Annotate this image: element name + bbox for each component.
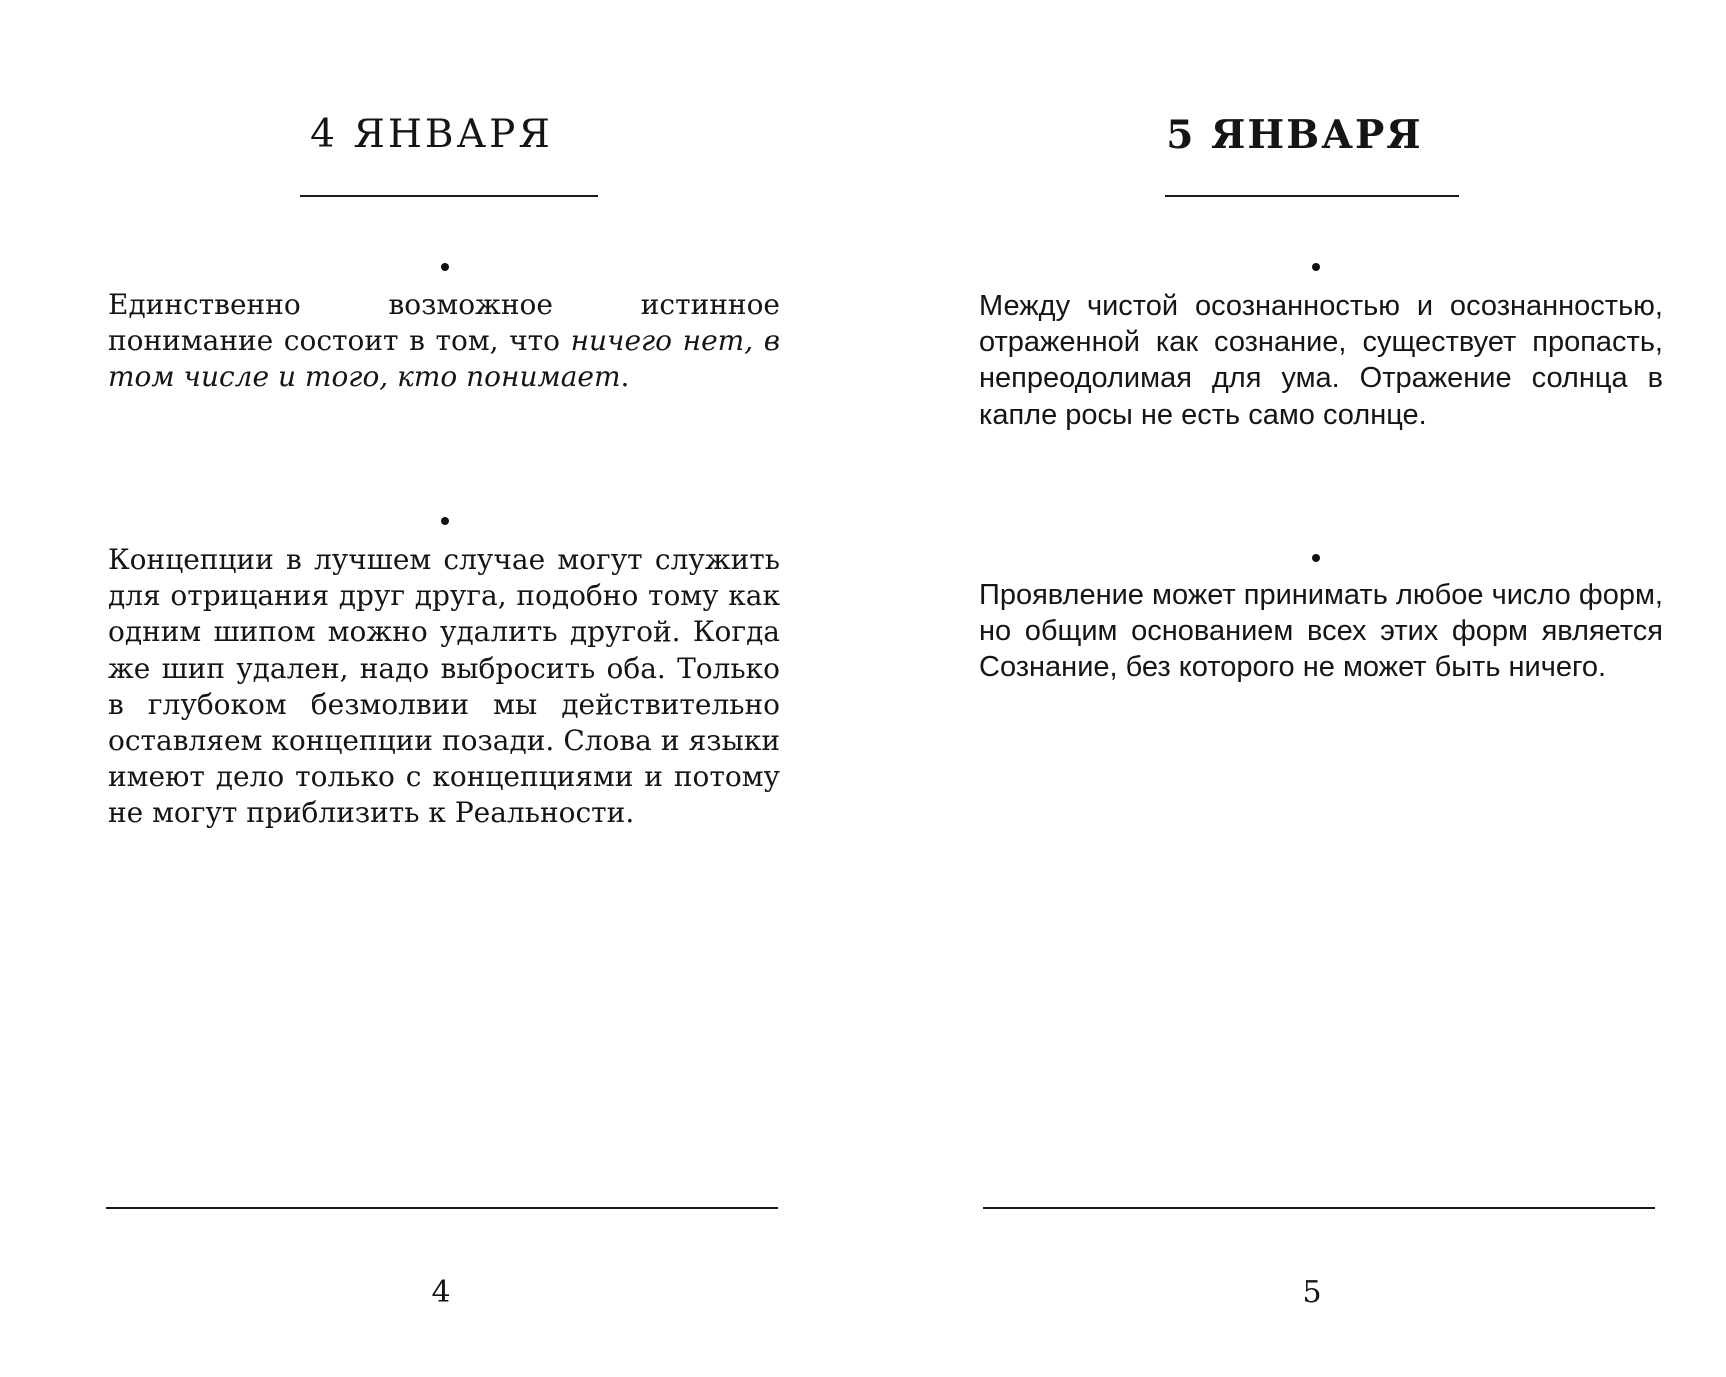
footer-divider [983,1207,1655,1209]
entry-bullet [441,517,449,525]
entry-bullet [1312,263,1320,271]
entry-paragraph [108,287,780,396]
date-title: 5 ЯНВАРЯ [1166,112,1423,158]
footer-divider [106,1207,778,1209]
entry-bullet [441,263,449,271]
entry-bullet [1312,554,1320,562]
title-divider [300,195,598,197]
entry-text: Единственно возможное истинное понимание состоит в том, что [108,288,780,358]
right-page [863,0,1726,1377]
page-number: 5 [1302,1275,1322,1310]
entry-text-end: . [620,360,630,394]
title-divider [1165,195,1459,197]
entry-paragraph: Между чистой осознанностью и осознанностью, отраженной как сознание, существует пропасть, непреодолимая для ума. Отражение солнца в капле росы не есть само солнце. [979,290,1663,431]
date-title: 4 ЯНВАРЯ [310,112,553,157]
entry-paragraph: Проявление может принимать любое число форм, но общим основанием всех этих форм является Сознание, без которого не может быть ничего. [979,579,1663,684]
entry-paragraph: Концепции в лучшем случае могут служить для отрицания друг друга, подобно тому как одним шипом можно удалить другой. Когда же шип удален, надо выбросить оба. Только в глубоком безмолвии мы действительно оставляем концепции позади. Слова и языки имеют дело только с концепциями и потому не могут приблизить к Реальности. [108,543,780,830]
entry-italic-text: ничего нет, в том числе и того, кто понимает [108,324,780,394]
page-number: 4 [431,1275,451,1310]
